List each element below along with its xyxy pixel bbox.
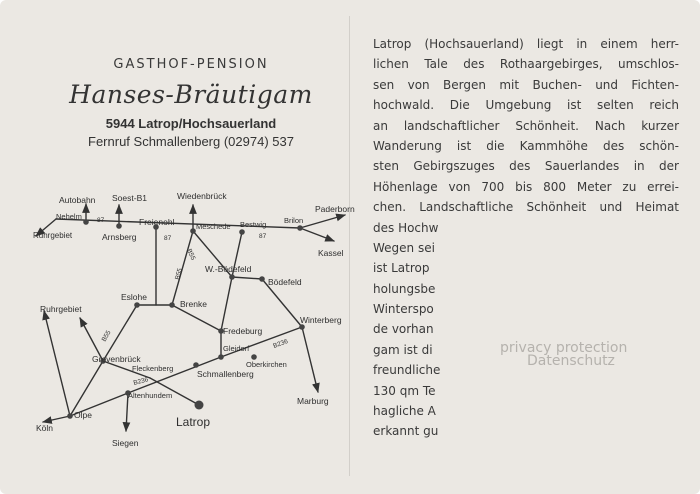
place-label: Meschede: [196, 222, 231, 231]
road-number: B55: [185, 247, 197, 262]
header-phone: Fernruf Schmallenberg (02974) 537: [88, 134, 294, 149]
road-to-koeln: [43, 416, 70, 422]
road-number: B55: [174, 267, 184, 281]
latrop-marker: [195, 401, 204, 410]
place-label: Köln: [36, 423, 54, 433]
text-line: Latrop (Hochsauerland) liegt in einem herr-: [373, 37, 679, 51]
road-grevenbrueck-olpe: [70, 361, 103, 416]
place-label: Schmallenberg: [197, 369, 254, 379]
road-to-marburg: [302, 327, 318, 392]
place-label: Marburg: [297, 396, 329, 406]
place-label: Ruhrgebiet: [40, 304, 82, 314]
text-line: ist Latrop: [373, 261, 430, 276]
text-line: hagliche A: [373, 404, 436, 419]
place-label: Siegen: [112, 438, 139, 448]
place-label: Eslohe: [121, 292, 147, 302]
towns: [67, 219, 305, 419]
place-label: Gleidorf: [223, 344, 250, 353]
watermark-line1: privacy protection: [500, 340, 628, 356]
place-label: Brilon: [284, 216, 304, 225]
place-label: Winterberg: [300, 315, 342, 325]
text-line: chen. Landschaftliche Schönheit und Heimat: [373, 200, 679, 215]
place-label: Fredeburg: [223, 326, 263, 336]
road-number: B55: [100, 329, 113, 343]
place-label: Arnsberg: [102, 232, 137, 242]
text-line: Höhenlage von 700 bis 800 Meter zu errei-: [373, 179, 679, 194]
place-label: Nehelm: [56, 212, 82, 221]
text-line: 130 qm Te: [373, 383, 436, 398]
road-number: 87: [259, 233, 267, 240]
place-label: Grevenbrück: [92, 354, 141, 364]
road-number: 87: [97, 217, 105, 224]
text-line: holungsbe: [373, 281, 436, 296]
text-line: Winterspo: [373, 302, 434, 317]
road-olpe-north: [44, 311, 70, 416]
text-line: hochwald. Die Umgebung ist selten reich: [373, 98, 679, 113]
road-boedefeld-link: [232, 277, 262, 279]
road-number: B236: [132, 376, 150, 387]
road-number: 87: [164, 235, 172, 242]
road-number: B236: [272, 338, 289, 350]
road-boedefeld-fredeburg: [221, 277, 232, 331]
text-line: sen von Bergen mit Buchen- und Fichten-: [373, 77, 679, 92]
place-label: Bestwig: [240, 220, 267, 229]
place-label: Altenhundem: [128, 391, 173, 400]
place-label: Olpe: [74, 410, 92, 420]
place-label: Soest-B1: [112, 193, 147, 203]
road-to-kassel: [300, 228, 334, 241]
place-label: Fleckenberg: [132, 364, 174, 373]
text-line: de vorhan: [373, 322, 434, 337]
header-pension-name: Hanses-Bräutigam: [69, 80, 313, 109]
place-label: Freienohl: [139, 217, 175, 227]
header-pension-label: GASTHOF-PENSION: [113, 57, 269, 72]
place-label: Kassel: [318, 248, 344, 258]
text-line: Wegen sei: [373, 240, 435, 255]
text-line: sten Gebirgszuges des Sauerlandes in der: [373, 159, 679, 174]
text-line: gam ist di: [373, 342, 433, 357]
text-line: erkannt gu: [373, 424, 439, 439]
text-line: des Hochw: [373, 220, 439, 235]
place-label: Wiedenbrück: [177, 191, 227, 201]
text-line: an landschaftlicher Schönheit. Nach kurzer: [373, 118, 679, 133]
road-to-paderborn: [300, 215, 345, 228]
text-line: Wanderung ist die Kammhöhe des schön-: [373, 138, 679, 153]
place-label: Oberkirchen: [246, 360, 287, 369]
place-label: Paderborn: [315, 204, 355, 214]
watermark-line2: Datenschutz: [527, 353, 615, 369]
header-address: 5944 Latrop/Hochsauerland: [105, 116, 277, 131]
place-label: Autobahn: [59, 195, 96, 205]
text-line: freundliche: [373, 363, 441, 378]
place-label: Bödefeld: [268, 277, 302, 287]
road-b55-meschede: [172, 231, 193, 305]
text-line: lichen Tale des Rothaargebirges, umschlos-: [373, 57, 679, 72]
place-label: W.-Bödefeld: [205, 264, 252, 274]
place-label: Brenke: [180, 299, 207, 309]
place-label-latrop: Latrop: [176, 415, 211, 429]
place-label: Ruhrgebiet: [33, 231, 73, 240]
